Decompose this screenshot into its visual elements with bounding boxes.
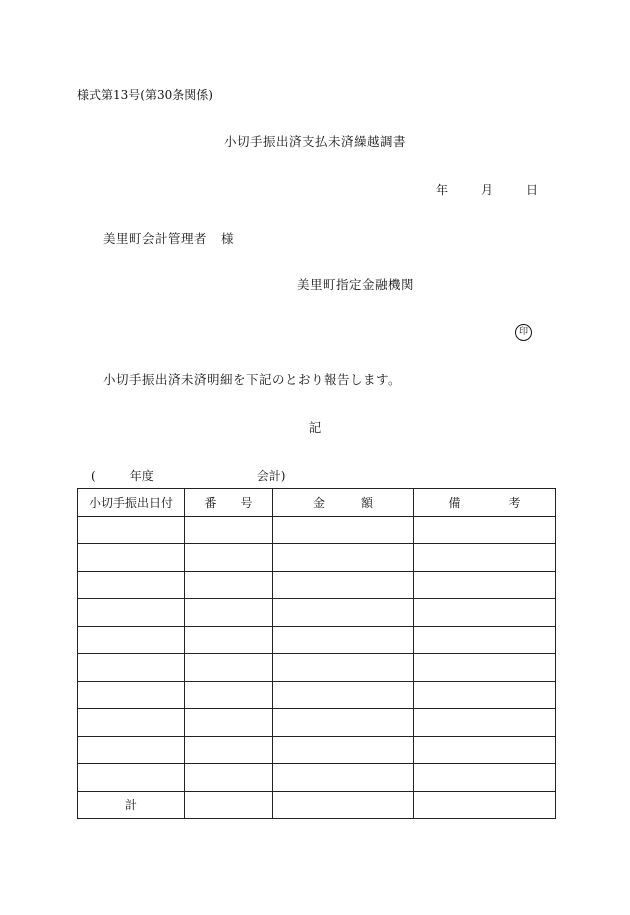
number-cell[interactable]	[185, 681, 273, 709]
table-row	[78, 709, 556, 737]
remarks-cell[interactable]	[414, 654, 556, 682]
ledger-body	[78, 516, 556, 819]
amount-cell[interactable]	[273, 736, 414, 764]
header-number: 番 号	[185, 489, 273, 517]
addressee	[103, 233, 234, 246]
header-amount: 金 額	[273, 489, 414, 517]
addressee-honorific: 様	[221, 231, 235, 246]
total-number-cell[interactable]	[185, 791, 273, 819]
total-amount-cell[interactable]	[273, 791, 414, 819]
table-row	[78, 681, 556, 709]
amount-cell[interactable]	[273, 654, 414, 682]
table-row	[78, 764, 556, 792]
date-month-label: 月	[481, 183, 494, 197]
total-remarks-cell[interactable]	[414, 791, 556, 819]
date-year-label: 年	[436, 183, 449, 197]
date-cell[interactable]	[78, 544, 185, 572]
remarks-cell[interactable]	[414, 709, 556, 737]
number-cell[interactable]	[185, 736, 273, 764]
fiscal-line	[91, 470, 285, 482]
document-title: 小切手振出済支払未済繰越調書	[223, 134, 406, 149]
date-cell[interactable]	[78, 709, 185, 737]
date-cell[interactable]	[78, 599, 185, 627]
issuer-name: 美里町指定金融機関	[297, 277, 415, 292]
seal-mark: 印	[515, 324, 532, 341]
ki-heading: 記	[308, 420, 322, 435]
remarks-cell[interactable]	[414, 599, 556, 627]
number-cell[interactable]	[185, 654, 273, 682]
date-cell[interactable]	[78, 681, 185, 709]
date-cell[interactable]	[78, 654, 185, 682]
amount-cell[interactable]	[273, 709, 414, 737]
table-row	[78, 599, 556, 627]
fiscal-open-paren: (	[91, 469, 96, 483]
remarks-cell[interactable]	[414, 544, 556, 572]
table-row	[78, 654, 556, 682]
amount-cell[interactable]	[273, 681, 414, 709]
number-cell[interactable]	[185, 764, 273, 792]
date-cell[interactable]	[78, 571, 185, 599]
table-row	[78, 516, 556, 544]
date-cell[interactable]	[78, 516, 185, 544]
report-statement: 小切手振出済未済明細を下記のとおり報告します。	[103, 372, 402, 387]
number-cell[interactable]	[185, 599, 273, 627]
date-line	[436, 184, 538, 196]
remarks-cell[interactable]	[414, 736, 556, 764]
remarks-cell[interactable]	[414, 516, 556, 544]
amount-cell[interactable]	[273, 599, 414, 627]
table-row	[78, 626, 556, 654]
addressee-name: 美里町会計管理者	[103, 231, 208, 246]
total-label: 計	[78, 791, 185, 819]
header-remarks: 備 考	[414, 489, 556, 517]
table-row	[78, 571, 556, 599]
date-day-label: 日	[526, 183, 539, 197]
number-cell[interactable]	[185, 544, 273, 572]
amount-cell[interactable]	[273, 764, 414, 792]
remarks-cell[interactable]	[414, 571, 556, 599]
number-cell[interactable]	[185, 709, 273, 737]
table-row	[78, 544, 556, 572]
amount-cell[interactable]	[273, 544, 414, 572]
fiscal-year-label: 年度	[129, 469, 154, 483]
amount-cell[interactable]	[273, 571, 414, 599]
ledger-table	[77, 488, 556, 819]
number-cell[interactable]	[185, 626, 273, 654]
number-cell[interactable]	[185, 516, 273, 544]
date-cell[interactable]	[78, 736, 185, 764]
date-cell[interactable]	[78, 764, 185, 792]
remarks-cell[interactable]	[414, 626, 556, 654]
table-header-row	[78, 489, 556, 517]
remarks-cell[interactable]	[414, 681, 556, 709]
form-number: 様式第13号(第30条関係)	[77, 88, 213, 102]
number-cell[interactable]	[185, 571, 273, 599]
amount-cell[interactable]	[273, 516, 414, 544]
date-cell[interactable]	[78, 626, 185, 654]
total-row	[78, 791, 556, 819]
remarks-cell[interactable]	[414, 764, 556, 792]
fiscal-account-label: 会計)	[256, 469, 286, 483]
amount-cell[interactable]	[273, 626, 414, 654]
header-check-date: 小切手振出日付	[78, 489, 185, 517]
table-row	[78, 736, 556, 764]
